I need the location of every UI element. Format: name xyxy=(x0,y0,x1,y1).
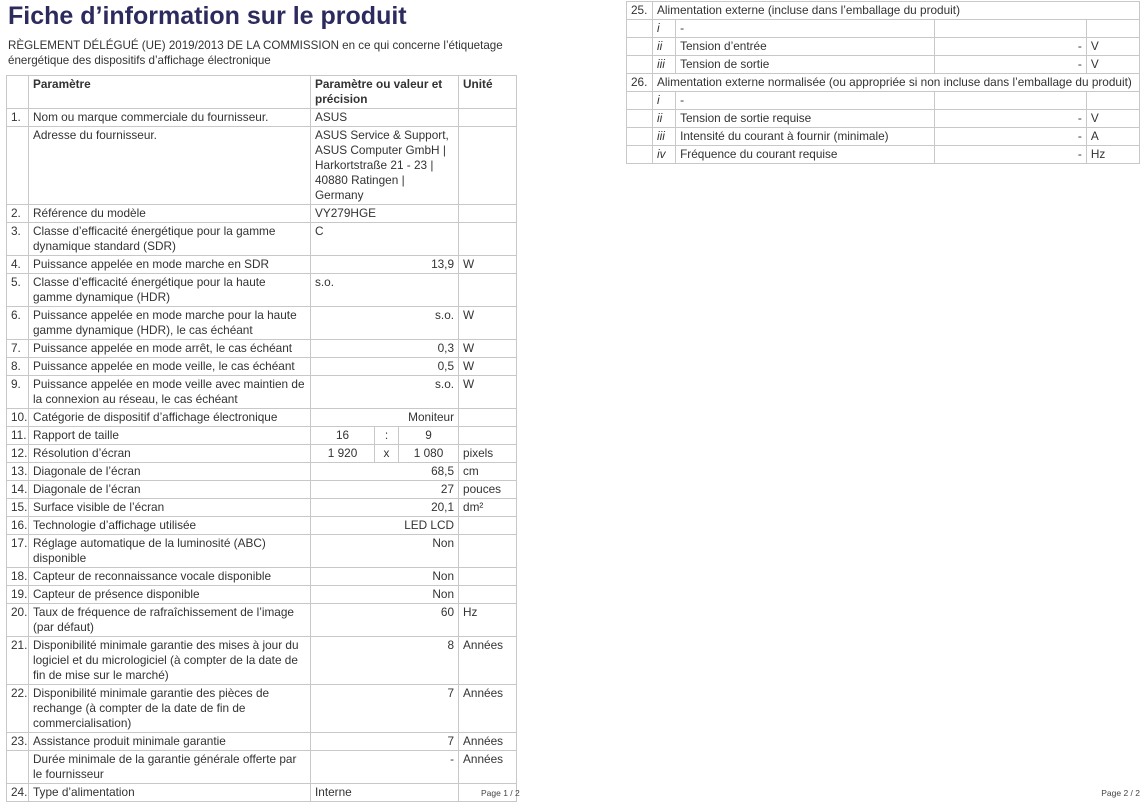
row-value-b: 9 xyxy=(399,427,459,445)
table-row xyxy=(7,499,517,517)
table-row xyxy=(7,427,517,445)
sub-row-roman: iii xyxy=(653,56,676,74)
row-number: 20. xyxy=(7,604,29,637)
row-param: Capteur de présence disponible xyxy=(29,586,311,604)
table-row xyxy=(7,586,517,604)
row-number: 5. xyxy=(7,274,29,307)
row-value: ASUS Service & Support, ASUS Computer GmbH | Harkortstraße 21 - 23 | 40880 Ratingen | Germany xyxy=(311,127,459,205)
sub-row-roman: iii xyxy=(653,128,676,146)
row-number: 21. xyxy=(7,637,29,685)
table-row xyxy=(7,535,517,568)
sub-row-label: - xyxy=(676,20,934,38)
row-value: s.o. xyxy=(311,307,459,340)
row-unit xyxy=(459,568,517,586)
table-row xyxy=(7,637,517,685)
sub-row-spacer xyxy=(627,128,653,146)
sub-row-roman: i xyxy=(653,20,676,38)
sub-row-unit: A xyxy=(1086,128,1139,146)
row-unit: Années xyxy=(459,637,517,685)
table-row xyxy=(7,409,517,427)
section-title: Alimentation externe (incluse dans l’emballage du produit) xyxy=(653,2,1140,20)
table-row xyxy=(7,274,517,307)
sub-row-value xyxy=(934,20,1086,38)
row-param: Surface visible de l’écran xyxy=(29,499,311,517)
row-param: Diagonale de l’écran xyxy=(29,481,311,499)
row-number: 9. xyxy=(7,376,29,409)
table-row xyxy=(7,751,517,784)
row-number: 19. xyxy=(7,586,29,604)
table-header xyxy=(7,76,517,109)
row-value-a: 1 920 xyxy=(311,445,375,463)
row-value: ASUS xyxy=(311,109,459,127)
row-unit: Années xyxy=(459,685,517,733)
row-number: 6. xyxy=(7,307,29,340)
row-unit: dm² xyxy=(459,499,517,517)
row-param: Diagonale de l’écran xyxy=(29,463,311,481)
table-row xyxy=(7,463,517,481)
row-value: Interne xyxy=(311,784,459,802)
sub-row-unit xyxy=(1086,92,1139,110)
sub-row-label: Tension de sortie xyxy=(676,56,934,74)
row-number: 10. xyxy=(7,409,29,427)
table-row xyxy=(7,340,517,358)
table-row xyxy=(7,376,517,409)
row-param: Assistance produit minimale garantie xyxy=(29,733,311,751)
sub-row-roman: i xyxy=(653,92,676,110)
sub-row-value: - xyxy=(934,146,1086,164)
row-unit xyxy=(459,409,517,427)
sub-row-spacer xyxy=(627,110,653,128)
row-number: 7. xyxy=(7,340,29,358)
row-param: Durée minimale de la garantie générale offerte par le fournisseur xyxy=(29,751,311,784)
row-number: 4. xyxy=(7,256,29,274)
sub-row-value: - xyxy=(934,56,1086,74)
row-number: 15. xyxy=(7,499,29,517)
row-value: s.o. xyxy=(311,274,459,307)
sub-row-roman: ii xyxy=(653,38,676,56)
row-value: Non xyxy=(311,586,459,604)
row-unit: W xyxy=(459,358,517,376)
row-number: 24. xyxy=(7,784,29,802)
row-unit xyxy=(459,205,517,223)
table-row xyxy=(7,568,517,586)
row-param: Référence du modèle xyxy=(29,205,311,223)
product-info-table xyxy=(6,75,517,802)
row-unit: cm xyxy=(459,463,517,481)
row-param: Technologie d’affichage utilisée xyxy=(29,517,311,535)
row-value: 7 xyxy=(311,733,459,751)
regulation-subtitle: RÈGLEMENT DÉLÉGUÉ (UE) 2019/2013 DE LA COMMISSION en ce qui concerne l’étiquetage énergétique des dispositifs d’affichage électronique xyxy=(8,39,503,67)
sub-row-label: Tension d’entrée xyxy=(676,38,934,56)
sub-row xyxy=(627,92,1140,110)
page-number: Page 1 / 2 xyxy=(481,788,520,798)
row-value: C xyxy=(311,223,459,256)
table-row xyxy=(7,127,517,205)
row-unit: pouces xyxy=(459,481,517,499)
table-row xyxy=(7,445,517,463)
row-unit xyxy=(459,535,517,568)
row-unit xyxy=(459,127,517,205)
row-param: Puissance appelée en mode veille, le cas échéant xyxy=(29,358,311,376)
row-param: Résolution d’écran xyxy=(29,445,311,463)
row-unit: W xyxy=(459,256,517,274)
sub-row-spacer xyxy=(627,20,653,38)
header-unit: Unité xyxy=(459,76,517,109)
row-param: Capteur de reconnaissance vocale disponible xyxy=(29,568,311,586)
row-unit xyxy=(459,109,517,127)
row-param: Puissance appelée en mode marche pour la haute gamme dynamique (HDR), le cas échéant xyxy=(29,307,311,340)
row-unit: Années xyxy=(459,733,517,751)
sub-row-roman: iv xyxy=(653,146,676,164)
table-row xyxy=(7,481,517,499)
sub-row-unit: V xyxy=(1086,110,1139,128)
row-unit xyxy=(459,274,517,307)
row-value: 8 xyxy=(311,637,459,685)
row-number xyxy=(7,751,29,784)
sub-row-roman: ii xyxy=(653,110,676,128)
row-param: Classe d’efficacité énergétique pour la gamme dynamique standard (SDR) xyxy=(29,223,311,256)
row-param: Réglage automatique de la luminosité (ABC) disponible xyxy=(29,535,311,568)
table-row xyxy=(7,784,517,802)
sub-row-unit xyxy=(1086,20,1139,38)
table-row xyxy=(7,205,517,223)
sub-row-spacer xyxy=(627,146,653,164)
row-param: Puissance appelée en mode veille avec maintien de la connexion au réseau, le cas échéant xyxy=(29,376,311,409)
sub-row-value: - xyxy=(934,38,1086,56)
row-value-b: 1 080 xyxy=(399,445,459,463)
table-row xyxy=(7,733,517,751)
table-row xyxy=(7,358,517,376)
row-number: 14. xyxy=(7,481,29,499)
row-value: 13,9 xyxy=(311,256,459,274)
table-row xyxy=(7,517,517,535)
row-param: Adresse du fournisseur. xyxy=(29,127,311,205)
row-unit: W xyxy=(459,340,517,358)
row-unit: pixels xyxy=(459,445,517,463)
row-number: 2. xyxy=(7,205,29,223)
row-value: Non xyxy=(311,535,459,568)
sub-row-label: - xyxy=(676,92,934,110)
sub-row-label: Intensité du courant à fournir (minimale) xyxy=(676,128,934,146)
sub-row-unit: V xyxy=(1086,38,1139,56)
sub-row xyxy=(627,146,1140,164)
row-value: 27 xyxy=(311,481,459,499)
row-number: 11. xyxy=(7,427,29,445)
row-separator: x xyxy=(375,445,399,463)
sub-row-spacer xyxy=(627,56,653,74)
table-row xyxy=(7,256,517,274)
row-param: Puissance appelée en mode marche en SDR xyxy=(29,256,311,274)
row-unit: W xyxy=(459,307,517,340)
sub-row-unit: V xyxy=(1086,56,1139,74)
sub-row-value: - xyxy=(934,128,1086,146)
row-value: 20,1 xyxy=(311,499,459,517)
row-value: 7 xyxy=(311,685,459,733)
row-param: Taux de fréquence de rafraîchissement de l’image (par défaut) xyxy=(29,604,311,637)
row-param: Catégorie de dispositif d’affichage électronique xyxy=(29,409,311,427)
header-param: Paramètre xyxy=(29,76,311,109)
sub-row-value xyxy=(934,92,1086,110)
row-value: - xyxy=(311,751,459,784)
row-number: 17. xyxy=(7,535,29,568)
row-value: Moniteur xyxy=(311,409,459,427)
row-unit xyxy=(459,223,517,256)
row-value: VY279HGE xyxy=(311,205,459,223)
row-separator: : xyxy=(375,427,399,445)
table-row xyxy=(7,223,517,256)
row-unit: W xyxy=(459,376,517,409)
header-num xyxy=(7,76,29,109)
sub-row-spacer xyxy=(627,92,653,110)
row-param: Type d’alimentation xyxy=(29,784,311,802)
page-number: Page 2 / 2 xyxy=(1101,788,1140,798)
row-number: 18. xyxy=(7,568,29,586)
row-value: 68,5 xyxy=(311,463,459,481)
row-unit xyxy=(459,427,517,445)
row-param: Rapport de taille xyxy=(29,427,311,445)
section-number: 25. xyxy=(627,2,653,20)
row-number: 16. xyxy=(7,517,29,535)
row-number: 12. xyxy=(7,445,29,463)
sub-row xyxy=(627,128,1140,146)
header-value: Paramètre ou valeur et précision xyxy=(311,76,459,109)
section-row xyxy=(627,74,1140,92)
section-title: Alimentation externe normalisée (ou appropriée si non incluse dans l’emballage du produit) xyxy=(653,74,1140,92)
sub-row-label: Fréquence du courant requise xyxy=(676,146,934,164)
sub-row-spacer xyxy=(627,38,653,56)
sub-row-label: Tension de sortie requise xyxy=(676,110,934,128)
page-1 xyxy=(0,0,520,800)
power-supply-table xyxy=(626,1,1140,164)
row-value-a: 16 xyxy=(311,427,375,445)
row-value: s.o. xyxy=(311,376,459,409)
row-value: Non xyxy=(311,568,459,586)
row-unit: Hz xyxy=(459,604,517,637)
table-row xyxy=(7,307,517,340)
table-row xyxy=(7,685,517,733)
row-param: Disponibilité minimale garantie des pièces de rechange (à compter de la date de fin de commercialisation) xyxy=(29,685,311,733)
row-value: 60 xyxy=(311,604,459,637)
sub-row xyxy=(627,38,1140,56)
sub-row xyxy=(627,20,1140,38)
row-number: 23. xyxy=(7,733,29,751)
row-number: 3. xyxy=(7,223,29,256)
row-param: Puissance appelée en mode arrêt, le cas échéant xyxy=(29,340,311,358)
page-2 xyxy=(624,0,1142,800)
page-title: Fiche d’information sur le produit xyxy=(8,2,407,30)
row-param: Classe d’efficacité énergétique pour la haute gamme dynamique (HDR) xyxy=(29,274,311,307)
row-value: LED LCD xyxy=(311,517,459,535)
row-unit xyxy=(459,586,517,604)
row-unit xyxy=(459,517,517,535)
sub-row xyxy=(627,56,1140,74)
section-row xyxy=(627,2,1140,20)
row-number: 22. xyxy=(7,685,29,733)
row-value: 0,5 xyxy=(311,358,459,376)
row-value: 0,3 xyxy=(311,340,459,358)
table-row xyxy=(7,604,517,637)
row-number: 13. xyxy=(7,463,29,481)
sub-row-value: - xyxy=(934,110,1086,128)
sub-row xyxy=(627,110,1140,128)
row-number xyxy=(7,127,29,205)
row-unit: Années xyxy=(459,751,517,784)
row-param: Nom ou marque commerciale du fournisseur. xyxy=(29,109,311,127)
row-number: 1. xyxy=(7,109,29,127)
row-param: Disponibilité minimale garantie des mises à jour du logiciel et du micrologiciel (à compter de la date de fin de mise sur le marché) xyxy=(29,637,311,685)
row-number: 8. xyxy=(7,358,29,376)
section-number: 26. xyxy=(627,74,653,92)
table-row xyxy=(7,109,517,127)
sub-row-unit: Hz xyxy=(1086,146,1139,164)
